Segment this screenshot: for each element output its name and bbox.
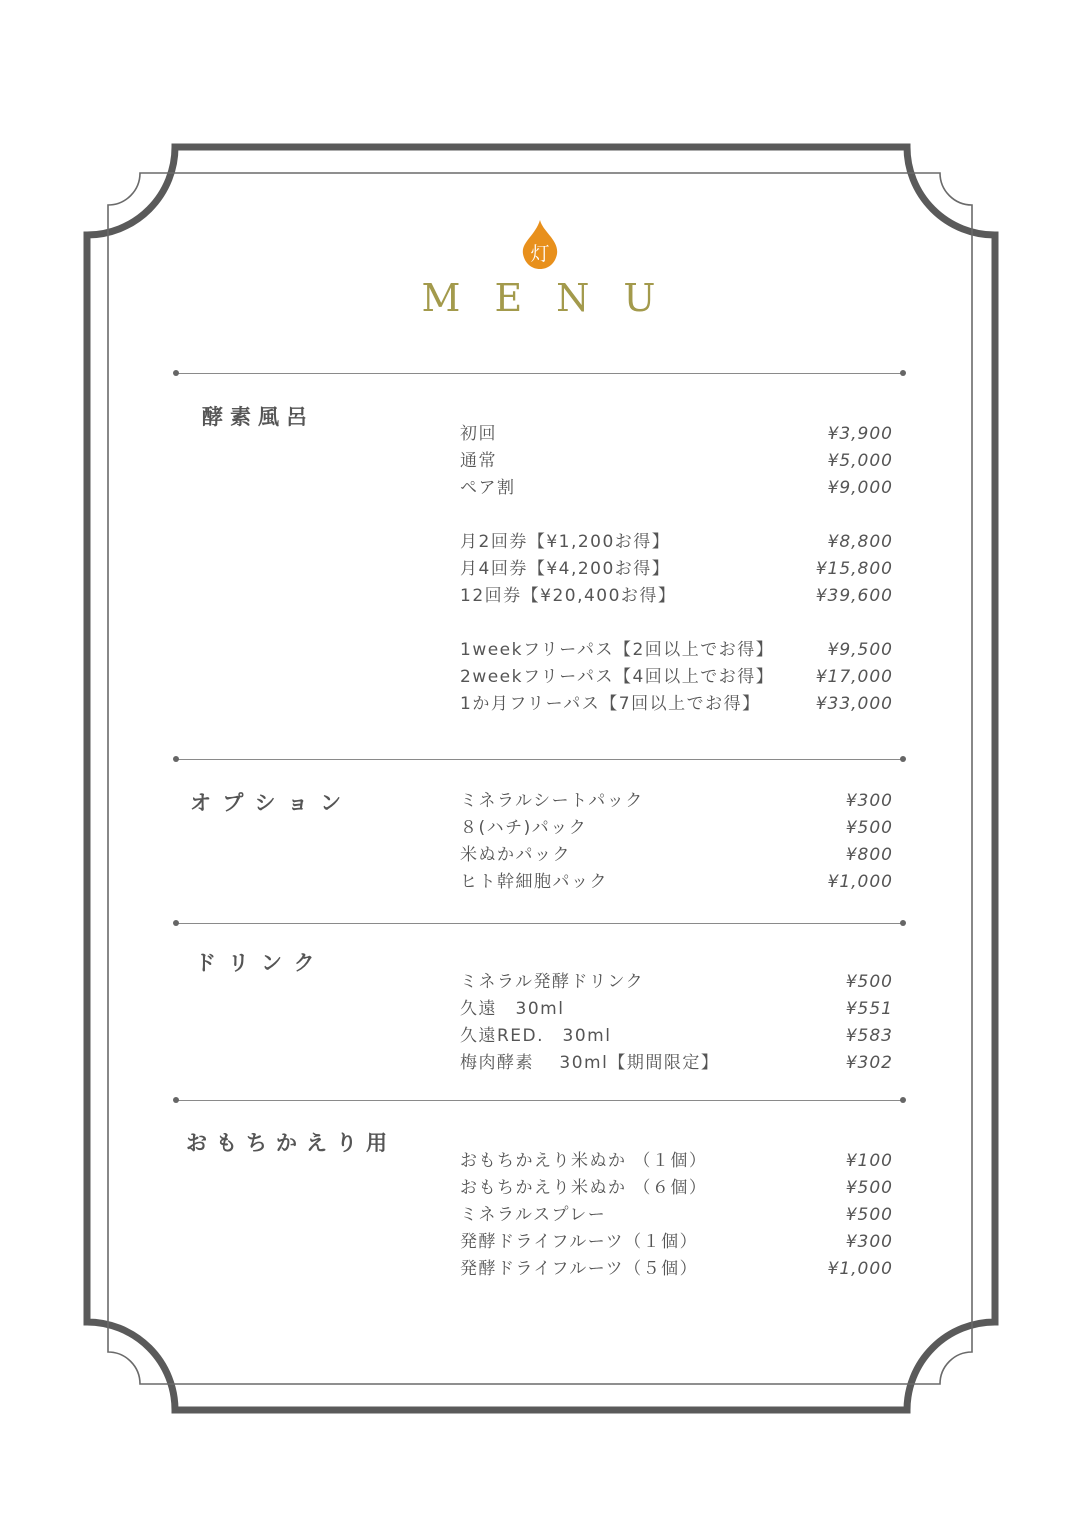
list-item xyxy=(460,1023,893,1050)
divider xyxy=(176,373,903,374)
item-name: 通常 xyxy=(460,451,497,471)
item-name: 米ぬかパック xyxy=(460,845,571,865)
item-price: ¥500 xyxy=(845,972,893,992)
list-item xyxy=(460,637,893,664)
list-item xyxy=(460,969,893,996)
list-item xyxy=(460,421,893,448)
item-price: ¥551 xyxy=(845,999,893,1019)
divider xyxy=(176,923,903,924)
list-item xyxy=(460,996,893,1023)
item-price: ¥500 xyxy=(845,818,893,838)
list-item xyxy=(460,842,893,869)
list-item xyxy=(460,1202,893,1229)
list-item xyxy=(460,1175,893,1202)
list-item xyxy=(460,529,893,556)
list-item xyxy=(460,1148,893,1175)
item-name: ミネラルシートパック xyxy=(460,791,644,811)
item-name: 月2回券【¥1,200お得】 xyxy=(460,532,671,552)
item-name: 2weekフリーパス【4回以上でお得】 xyxy=(460,667,775,687)
item-price: ¥300 xyxy=(845,791,893,811)
item-price: ¥39,600 xyxy=(815,586,893,606)
section-title-drinks: ドリンク xyxy=(195,951,327,975)
item-price: ¥500 xyxy=(845,1178,893,1198)
divider xyxy=(176,759,903,760)
list-item xyxy=(460,583,893,610)
item-name: 12回券【¥20,400お得】 xyxy=(460,586,677,606)
flame-logo-icon xyxy=(519,218,561,270)
list-item xyxy=(460,556,893,583)
item-name: 梅肉酵素 30ml【期間限定】 xyxy=(460,1053,720,1073)
list-item xyxy=(460,815,893,842)
logo-char: 灯 xyxy=(530,243,550,265)
item-price: ¥500 xyxy=(845,1205,893,1225)
page-title: MENU xyxy=(421,276,690,320)
item-price: ¥15,800 xyxy=(815,559,893,579)
list-item xyxy=(460,869,893,896)
section-items-enzyme-bath xyxy=(460,421,893,718)
item-price: ¥1,000 xyxy=(827,872,893,892)
item-name: 1weekフリーパス【2回以上でお得】 xyxy=(460,640,775,660)
item-price: ¥33,000 xyxy=(815,694,893,714)
item-name: ８(ハチ)パック xyxy=(460,818,588,838)
list-item xyxy=(460,664,893,691)
item-name: 久遠RED. 30ml xyxy=(460,1026,612,1046)
item-name: 発酵ドライフルーツ（１個） xyxy=(460,1232,699,1252)
item-name: 月4回券【¥4,200お得】 xyxy=(460,559,671,579)
item-price: ¥8,800 xyxy=(827,532,893,552)
item-price: ¥302 xyxy=(845,1053,893,1073)
item-price: ¥583 xyxy=(845,1026,893,1046)
section-items-takeaway xyxy=(460,1148,893,1283)
list-item xyxy=(460,1256,893,1283)
list-item xyxy=(460,475,893,502)
list-item xyxy=(460,691,893,718)
section-title-takeaway: おもちかえり用 xyxy=(186,1131,396,1155)
divider xyxy=(176,1100,903,1101)
section-items-drinks xyxy=(460,969,893,1077)
section-items-options xyxy=(460,788,893,896)
item-name: 1か月フリーパス【7回以上でお得】 xyxy=(460,694,761,714)
section-title-enzyme-bath: 酵素風呂 xyxy=(202,405,314,429)
list-item xyxy=(460,788,893,815)
item-price: ¥9,000 xyxy=(827,478,893,498)
item-name: ペア割 xyxy=(460,478,516,498)
item-price: ¥9,500 xyxy=(827,640,893,660)
item-price: ¥800 xyxy=(845,845,893,865)
item-name: ミネラルスプレー xyxy=(460,1205,607,1225)
item-name: おもちかえり米ぬか （６個） xyxy=(460,1178,708,1198)
item-name: 久遠 30ml xyxy=(460,999,565,1019)
item-name: おもちかえり米ぬか （１個） xyxy=(460,1151,708,1171)
list-item xyxy=(460,1229,893,1256)
item-price: ¥300 xyxy=(845,1232,893,1252)
item-price: ¥100 xyxy=(845,1151,893,1171)
section-title-options: オプション xyxy=(190,791,354,815)
item-price: ¥1,000 xyxy=(827,1259,893,1279)
item-price: ¥3,900 xyxy=(827,424,893,444)
item-name: ヒト幹細胞パック xyxy=(460,872,608,892)
item-name: 初回 xyxy=(460,424,497,444)
item-price: ¥5,000 xyxy=(827,451,893,471)
list-item xyxy=(460,1050,893,1077)
list-item xyxy=(460,448,893,475)
item-name: ミネラル発酵ドリンク xyxy=(460,972,645,992)
item-name: 発酵ドライフルーツ（５個） xyxy=(460,1259,699,1279)
item-price: ¥17,000 xyxy=(815,667,893,687)
